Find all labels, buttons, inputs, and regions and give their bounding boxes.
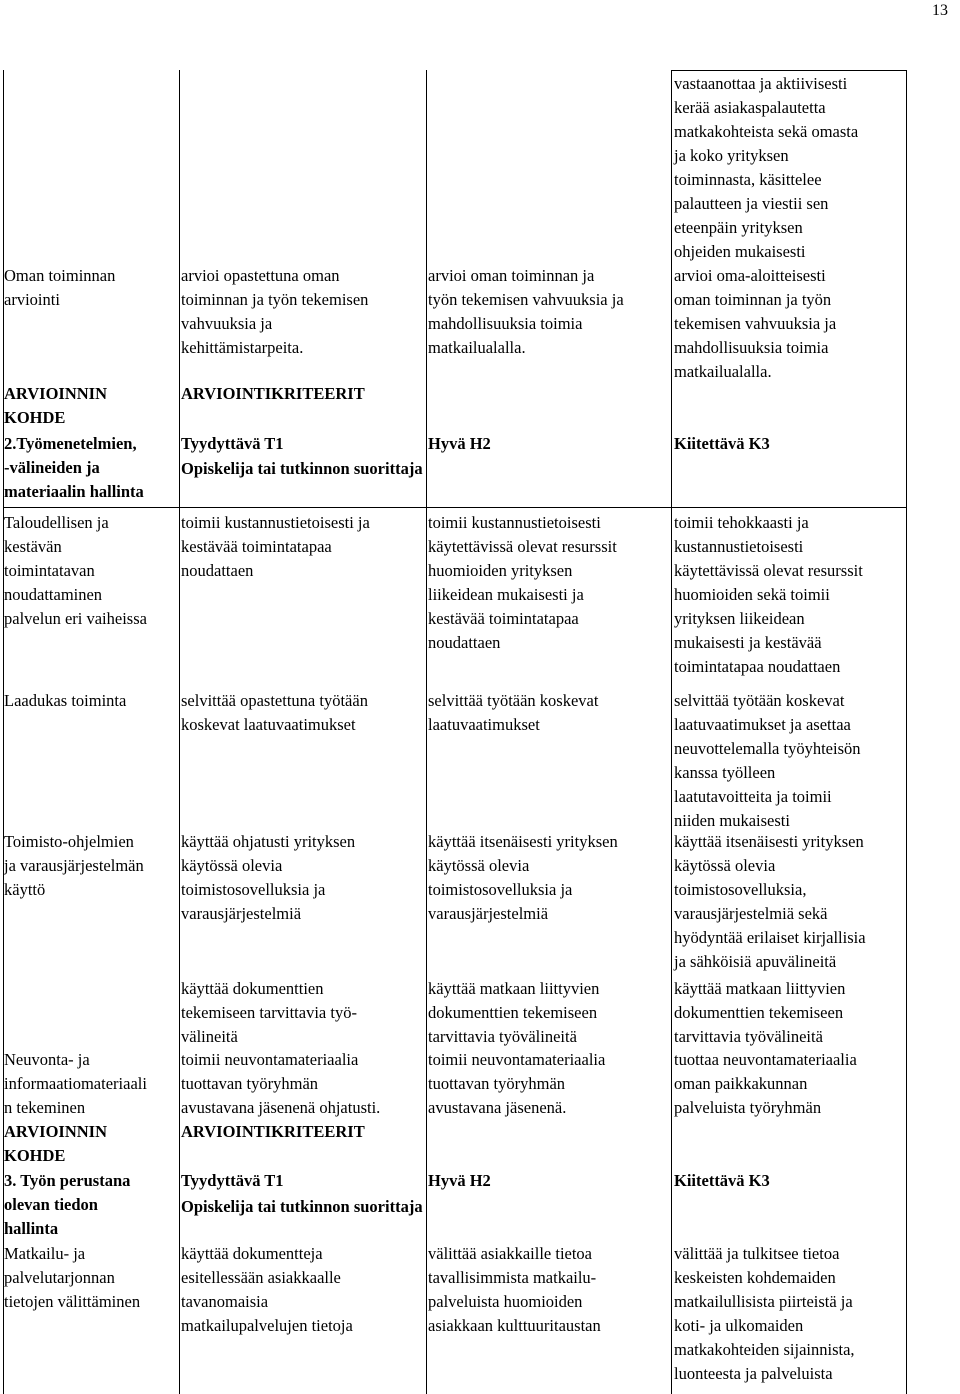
- k3-continuation: vastaanottaa ja aktiivisesti kerää asiakaspalautetta matkakohteista sekä omasta ja koko yrityksen toiminnasta, käsittelee palautteen ja viestii sen eteenpäin yrityksen ohjeiden mukaisesti: [674, 74, 859, 261]
- row-label-matkailutiedot: Matkailu- ja palvelutarjonnan tietojen välittäminen: [4, 1244, 141, 1311]
- row-k3-neuvonta: tuottaa neuvontamateriaalia oman paikkakunnan palveluista työryhmän: [674, 1050, 857, 1117]
- row-t1-oman-arviointi: arvioi opastettuna oman toiminnan ja työn tekemisen vahvuuksia ja kehittämistarpeita.: [181, 266, 369, 357]
- section2-level-k3: Kiitettävä K3: [674, 434, 770, 453]
- row-t1-matkailutiedot: käyttää dokumentteja esitellessään asiakkaalle tavanomaisia matkailupalvelujen tietoja: [181, 1244, 353, 1335]
- row-h2-dokumentit: käyttää matkaan liittyvien dokumenttien tekemiseen tarvittavia työvälineitä: [428, 979, 600, 1046]
- row-label-oman-arviointi: Oman toiminnan arviointi: [4, 266, 116, 309]
- row-label-toimisto: Toimisto-ohjelmien ja varausjärjestelmän käyttö: [4, 832, 144, 899]
- row-label-laadukas: Laadukas toiminta: [4, 691, 127, 710]
- row-k3-matkailutiedot: välittää ja tulkitsee tietoa keskeisten kohdemaiden matkailullisista piirteistä ja koti- ja ulkomaiden matkakohteiden sijainnista, luonteesta ja palveluista: [674, 1244, 855, 1383]
- row-h2-taloudellinen: toimii kustannustietoisesti käytettävissä olevat resurssit huomioiden yrityksen liikeidean mukaisesti ja kestävää toimintatapaa noudattaen: [428, 513, 617, 652]
- section2-level-h2: Hyvä H2: [428, 434, 491, 453]
- page-number: 13: [932, 2, 948, 19]
- row-t1-neuvonta: toimii neuvontamateriaalia tuottavan työryhmän avustavana jäsenenä ohjatusti.: [181, 1050, 381, 1117]
- row-h2-toimisto: käyttää itsenäisesti yrityksen käytössä olevia toimistosovelluksia ja varausjärjestelmiä: [428, 832, 618, 923]
- row-t1-dokumentit: käyttää dokumenttien tekemiseen tarvittavia työ- välineitä: [181, 979, 357, 1046]
- row-k3-laadukas: selvittää työtään koskevat laatuvaatimukset ja asettaa neuvottelemalla työyhteisön kanssa työlleen laatutavoitteita ja toimii niiden mukaisesti: [674, 691, 861, 830]
- row-t1-taloudellinen: toimii kustannustietoisesti ja kestävää toimintatapaa noudattaen: [181, 513, 370, 580]
- row-k3-dokumentit: käyttää matkaan liittyvien dokumenttien tekemiseen tarvittavia työvälineitä: [674, 979, 846, 1046]
- section3-subject: Opiskelija tai tutkinnon suorittaja: [181, 1197, 423, 1216]
- row-h2-neuvonta: toimii neuvontamateriaalia tuottavan työryhmän avustavana jäsenenä.: [428, 1050, 606, 1117]
- section2-level-t1: Tyydyttävä T1: [181, 434, 284, 453]
- section3-criteria-heading: ARVIOINTIKRITEERIT: [181, 1122, 365, 1141]
- section3-target-title: 3. Työn perustana olevan tiedon hallinta: [4, 1171, 131, 1238]
- section3-level-t1: Tyydyttävä T1: [181, 1171, 284, 1190]
- section2-target-title: 2.Työmenetelmien, -välineiden ja materiaalin hallinta: [4, 434, 144, 501]
- section3-level-h2: Hyvä H2: [428, 1171, 491, 1190]
- row-h2-oman-arviointi: arvioi oman toiminnan ja työn tekemisen vahvuuksia ja mahdollisuuksia toimia matkailualalla.: [428, 266, 624, 357]
- row-h2-matkailutiedot: välittää asiakkaille tietoa tavallisimmista matkailu- palveluista huomioiden asiakkaan kulttuuritaustan: [428, 1244, 601, 1335]
- section2-subject: Opiskelija tai tutkinnon suorittaja: [181, 459, 423, 478]
- section2-criteria-heading: ARVIOINTIKRITEERIT: [181, 384, 365, 403]
- row-label-neuvonta: Neuvonta- ja informaatiomateriaali n tekeminen: [4, 1050, 147, 1117]
- row-t1-laadukas: selvittää opastettuna työtään koskevat laatuvaatimukset: [181, 691, 368, 734]
- row-t1-toimisto: käyttää ohjatusti yrityksen käytössä olevia toimistosovelluksia ja varausjärjestelmiä: [181, 832, 356, 923]
- row-k3-toimisto: käyttää itsenäisesti yrityksen käytössä olevia toimistosovelluksia, varausjärjestelmiä sekä hyödyntää erilaiset kirjallisia ja sähköisiä apuvälineitä: [674, 832, 866, 971]
- section3-level-k3: Kiitettävä K3: [674, 1171, 770, 1190]
- row-k3-taloudellinen: toimii tehokkaasti ja kustannustietoisesti käytettävissä olevat resurssit huomioiden sekä toimii yrityksen liikeidean mukaisesti ja kestävää toimintatapaa noudattaen: [674, 513, 863, 676]
- section2-target-heading: ARVIOINNIN KOHDE: [4, 384, 108, 427]
- row-h2-laadukas: selvittää työtään koskevat laatuvaatimukset: [428, 691, 599, 734]
- row-k3-oman-arviointi: arvioi oma-aloitteisesti oman toiminnan ja työn tekemisen vahvuuksia ja mahdollisuuksia toimia matkailualalla.: [674, 266, 837, 381]
- section3-target-heading: ARVIOINNIN KOHDE: [4, 1122, 108, 1165]
- row-label-taloudellinen: Taloudellisen ja kestävän toimintatavan noudattaminen palvelun eri vaiheissa: [4, 513, 147, 628]
